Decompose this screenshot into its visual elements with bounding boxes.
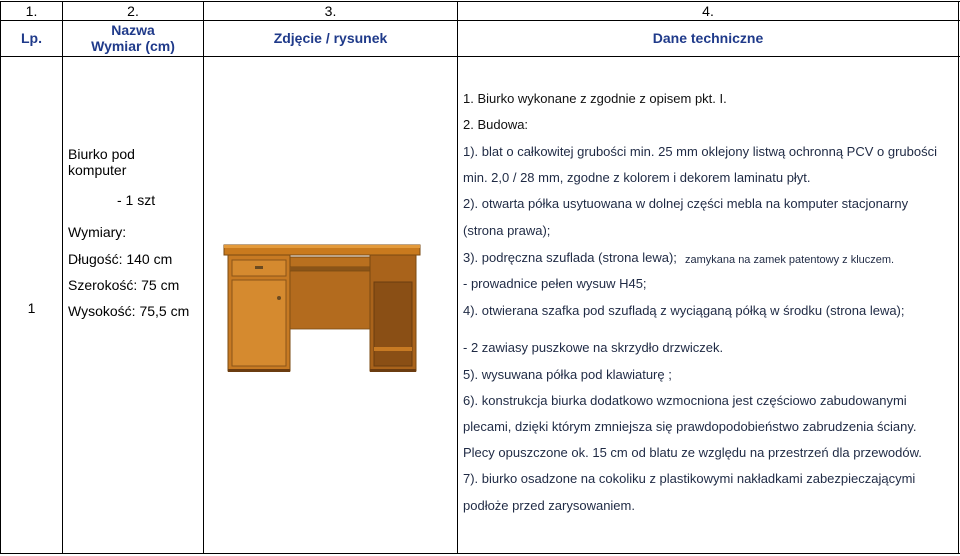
table-border-right	[958, 1, 959, 554]
column-number: 3.	[324, 3, 337, 19]
spec-line: 1. Biurko wykonane z zgodnie z opisem pkt. I.	[463, 91, 727, 106]
column-number: 1.	[25, 3, 38, 19]
spec-line: 6). konstrukcja biurka dodatkowo wzmocniona jest częściowo zabudowanymi	[463, 393, 907, 408]
dimensions-label: Wymiary:	[68, 224, 127, 240]
product-quantity: - 1 szt	[117, 192, 156, 208]
product-name: Biurko pod	[68, 146, 135, 162]
spec-line: 2. Budowa:	[463, 117, 529, 132]
table-divider	[0, 56, 960, 57]
column-number: 2.	[127, 3, 139, 19]
spec-line: - prowadnice pełen wysuw H45;	[463, 276, 647, 291]
dimension-width: Szerokość: 75 cm	[68, 277, 180, 293]
spec-line: podłoże przed zarysowaniem.	[463, 498, 635, 513]
spec-line: min. 2,0 / 28 mm, zgodne z kolorem i dekorem laminatu płyt.	[463, 170, 811, 185]
row-number: 1	[27, 300, 36, 316]
spec-line-note: zamykana na zamek patentowy z kluczem.	[685, 254, 895, 266]
drawer-handle	[255, 266, 263, 269]
table-column-divider	[457, 1, 458, 554]
desk-picture	[222, 242, 422, 375]
dimension-length: Długość: 140 cm	[68, 251, 173, 267]
column-number: 4.	[702, 3, 714, 19]
spec-line: 3). podręczna szuflada (strona lewa);	[463, 250, 677, 265]
spec-line: plecami, dzięki którym zmniejsza się prawdopodobieństwo zabrudzenia ściany.	[463, 419, 917, 434]
dimension-height: Wysokość: 75,5 cm	[68, 303, 190, 319]
header-name: Nazwa	[111, 22, 155, 38]
table-border-bottom	[0, 553, 960, 554]
header-lp: Lp.	[21, 30, 42, 46]
cabinet-door	[232, 280, 286, 366]
table-divider	[0, 20, 960, 21]
table-column-divider	[62, 1, 63, 554]
spec-line: Plecy opuszczone ok. 15 cm od blatu ze względu na przestrzeń dla przewodów.	[463, 445, 922, 460]
spec-line: 2). otwarta półka usytuowana w dolnej części mebla na komputer stacjonarny	[463, 196, 909, 211]
table-border-left	[0, 1, 1, 554]
spec-line: (strona prawa);	[463, 223, 551, 238]
header-photo: Zdjęcie / rysunek	[273, 30, 388, 46]
spec-line: 7). biurko osadzone na cokoliku z plastikowymi nakładkami zabezpieczającymi	[463, 471, 916, 486]
spec-line: 5). wysuwana półka pod klawiaturę ;	[463, 367, 672, 382]
product-name-cont: komputer	[68, 162, 127, 178]
table-border-top	[0, 1, 960, 2]
spec-line: 1). blat o całkowitej grubości min. 25 mm oklejony listwą ochronną PCV o grubości	[463, 144, 937, 159]
table-column-divider	[203, 1, 204, 554]
header-tech: Dane techniczne	[652, 30, 764, 46]
header-dimensions: Wymiar (cm)	[91, 38, 175, 54]
spec-line: 4). otwierana szafka pod szufladą z wyciąganą półką w środku (strona lewa);	[463, 303, 905, 318]
spec-line: - 2 zawiasy puszkowe na skrzydło drzwiczek.	[463, 340, 724, 355]
